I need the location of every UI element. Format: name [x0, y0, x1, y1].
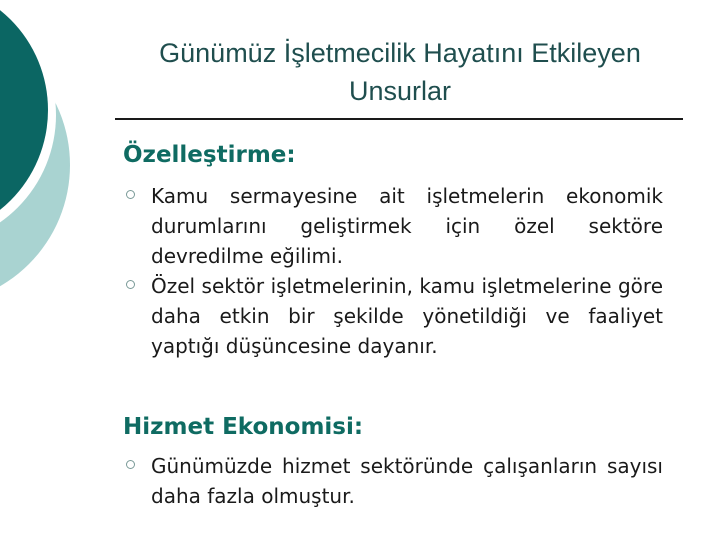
bullet-text: Günümüzde hizmet sektöründe çalışanların sayısı daha fazla olmuştur. — [151, 454, 663, 508]
decorative-circles — [0, 0, 140, 300]
list-item — [123, 181, 663, 271]
circle-bullet-icon — [126, 190, 135, 199]
bullet-list-hizmet-ekonomisi — [123, 451, 663, 511]
title-divider — [115, 118, 683, 120]
list-item — [123, 271, 663, 361]
bullet-list-ozellestirme — [123, 181, 663, 361]
circle-bullet-icon — [126, 280, 135, 289]
bullet-text: Özel sektör işletmelerinin, kamu işletmelerine göre daha etkin bir şekilde yönetildiği ve faaliyet yaptığı düşüncesine dayanır. — [151, 274, 663, 358]
list-item — [123, 451, 663, 511]
section-heading-ozellestirme: Özelleştirme: — [123, 142, 296, 168]
section-heading-hizmet-ekonomisi: Hizmet Ekonomisi: — [123, 414, 364, 440]
page-title: Günümüz İşletmecilik Hayatını Etkileyen Unsurlar — [159, 38, 641, 106]
circle-bullet-icon — [126, 460, 135, 469]
bullet-text: Kamu sermayesine ait işletmelerin ekonomik durumlarını geliştirmek için özel sektöre devredilme eğilimi. — [151, 184, 663, 268]
